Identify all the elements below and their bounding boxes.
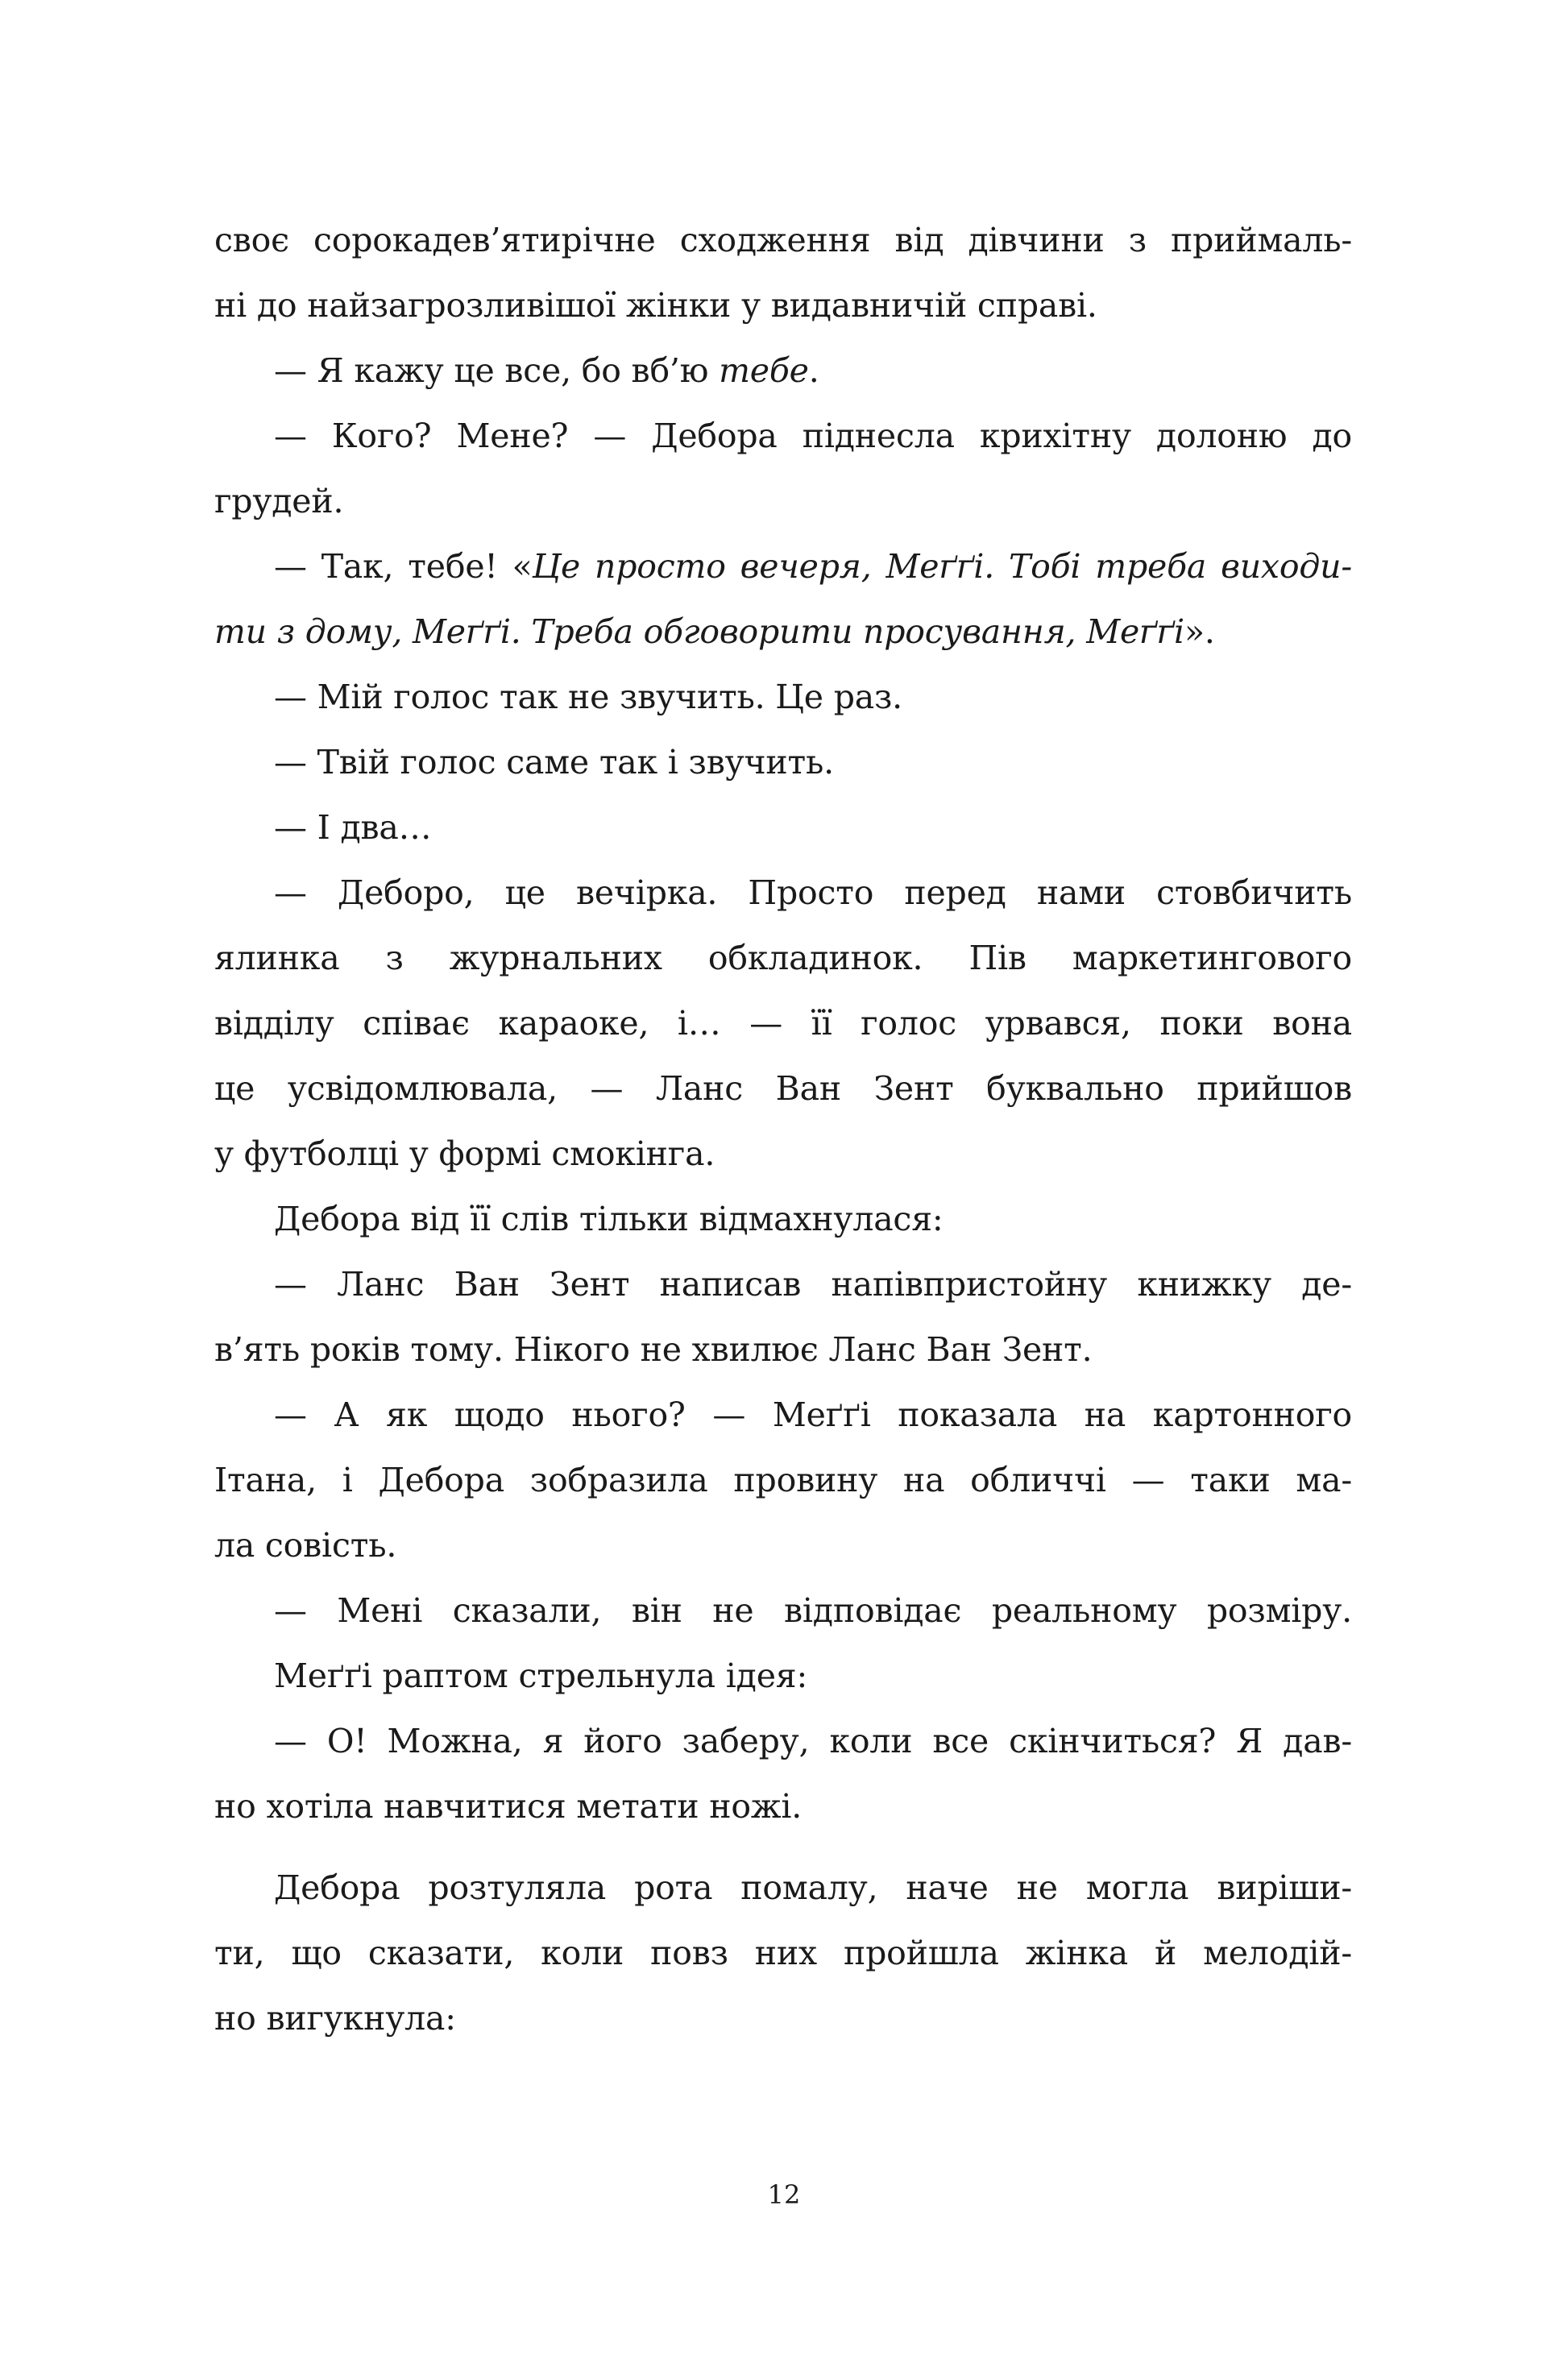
text-line: — Мені сказали, він не відповідає реальному розміру. bbox=[274, 1591, 1352, 1630]
text-run: . bbox=[808, 351, 819, 390]
text-run: — Я кажу це все, бо вб’ю bbox=[274, 351, 720, 390]
text-line: — Деборо, це вечірка. Просто перед нами стовбичить bbox=[274, 873, 1352, 912]
text-line: — Мій голос так не звучить. Це раз. bbox=[274, 678, 902, 716]
text-line: у футболці у формі смокінга. bbox=[214, 1134, 715, 1173]
text-line: ла совість. bbox=[214, 1526, 397, 1565]
text-line: но вигукнула: bbox=[214, 1999, 456, 2038]
text-line: — Твій голос саме так і звучить. bbox=[274, 743, 834, 782]
text-run: — Так, тебе! « bbox=[274, 547, 533, 586]
text-line: Дебора від її слів тільки відмахнулася: bbox=[274, 1200, 944, 1238]
text-line: Меґґі раптом стрельнула ідея: bbox=[274, 1656, 808, 1695]
text-line: но хотіла навчитися метати ножі. bbox=[214, 1787, 803, 1826]
text-line: своє сорокадев’ятирічне сходження від дівчини з приймаль- bbox=[214, 221, 1352, 259]
text-line: — Кого? Мене? — Дебора піднесла крихітну долоню до bbox=[274, 417, 1352, 455]
text-line: ялинка з журнальних обкладинок. Пів маркетингового bbox=[214, 939, 1352, 977]
text-run: ». bbox=[1184, 612, 1215, 651]
text-line bbox=[214, 338, 1352, 404]
text-line bbox=[214, 534, 1352, 599]
text-line: ні до найзагрозливішої жінки у видавничій справі. bbox=[214, 286, 1097, 325]
italic-quote: ти з дому, Меґґі. Треба обговорити просування, Меґґі bbox=[214, 612, 1184, 651]
text-line bbox=[214, 599, 1352, 665]
text-line: грудей. bbox=[214, 482, 344, 520]
italic-emphasis: тебе bbox=[719, 351, 809, 390]
text-line: відділу співає караоке, і… — її голос урвався, поки вона bbox=[214, 1004, 1352, 1043]
text-line: — І два… bbox=[274, 808, 432, 847]
text-line: Ітана, і Дебора зобразила провину на обличчі — таки ма- bbox=[214, 1461, 1352, 1499]
page-number: 12 bbox=[767, 2179, 801, 2210]
body-text bbox=[214, 208, 1352, 2051]
text-line: — О! Можна, я його заберу, коли все скінчиться? Я дав- bbox=[274, 1722, 1352, 1760]
text-line: ти, що сказати, коли повз них пройшла жінка й мелодій- bbox=[214, 1934, 1352, 1972]
text-line: — А як щодо нього? — Меґґі показала на картонного bbox=[274, 1395, 1352, 1434]
text-line: Дебора розтуляла рота помалу, наче не могла виріши- bbox=[274, 1868, 1352, 1907]
text-line: — Ланс Ван Зент написав напівпристойну книжку де- bbox=[274, 1265, 1352, 1304]
text-line: це усвідомлювала, — Ланс Ван Зент буквально прийшов bbox=[214, 1069, 1352, 1108]
italic-quote: Це просто вечеря, Меґґі. Тобі треба виходи- bbox=[532, 547, 1352, 586]
text-line: в’ять років тому. Нікого не хвилює Ланс Ван Зент. bbox=[214, 1330, 1093, 1369]
